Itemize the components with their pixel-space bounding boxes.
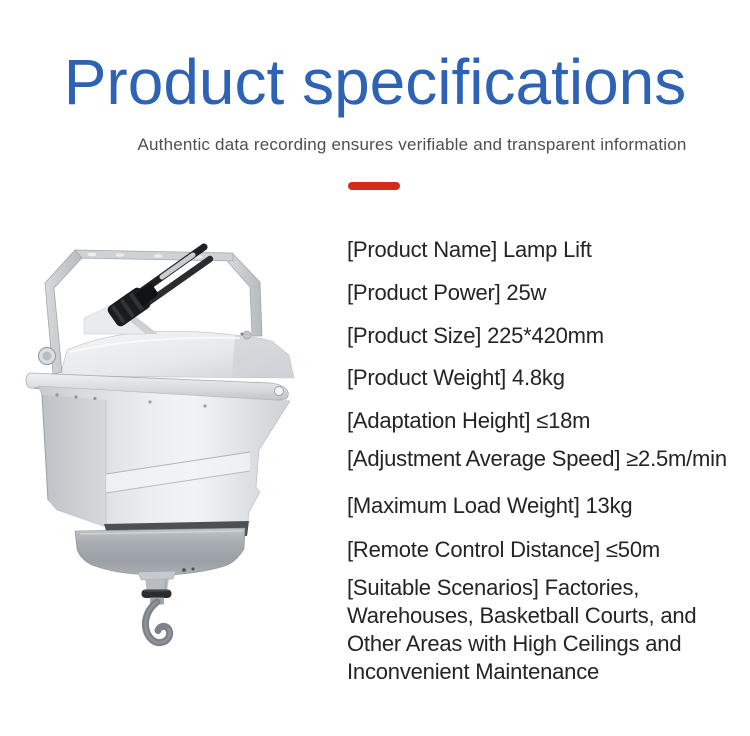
motor-housing-body: [38, 386, 290, 531]
spec-item-remote-distance: [Remote Control Distance] ≤50m: [347, 537, 660, 562]
page-title: Product specifications: [63, 46, 687, 118]
scenario-line-2: Warehouses, Basketball Courts, and: [347, 603, 697, 628]
spec-item-adjustment-speed: [Adjustment Average Speed] ≥2.5m/min: [347, 446, 727, 471]
scenario-line-4: Inconvenient Maintenance: [347, 659, 600, 684]
scenario-line-3: Other Areas with High Ceilings and: [347, 631, 682, 656]
page-subtitle: Authentic data recording ensures verifiable and transparent information: [137, 135, 687, 154]
housing-lid: [60, 331, 294, 378]
spec-item-max-load-weight: [Maximum Load Weight] 13kg: [347, 493, 633, 518]
spec-item-product-name: [Product Name] Lamp Lift: [347, 237, 592, 262]
spec-item-product-weight: [Product Weight] 4.8kg: [347, 365, 565, 390]
product-photo: [0, 228, 330, 653]
handle-bracket-right-leg: [228, 254, 262, 336]
spec-item-product-size: [Product Size] 225*420mm: [347, 323, 604, 348]
spec-item-product-power: [Product Power] 25w: [347, 280, 547, 305]
spec-item-suitable-scenarios: [347, 574, 696, 686]
spec-item-adaptation-height: [Adaptation Height] ≤18m: [347, 408, 591, 433]
cable-drum: [75, 528, 245, 575]
scenario-line-1: [Suitable Scenarios] Factories,: [347, 575, 640, 600]
accent-dash: [348, 182, 400, 190]
lifting-hook: [138, 571, 176, 643]
